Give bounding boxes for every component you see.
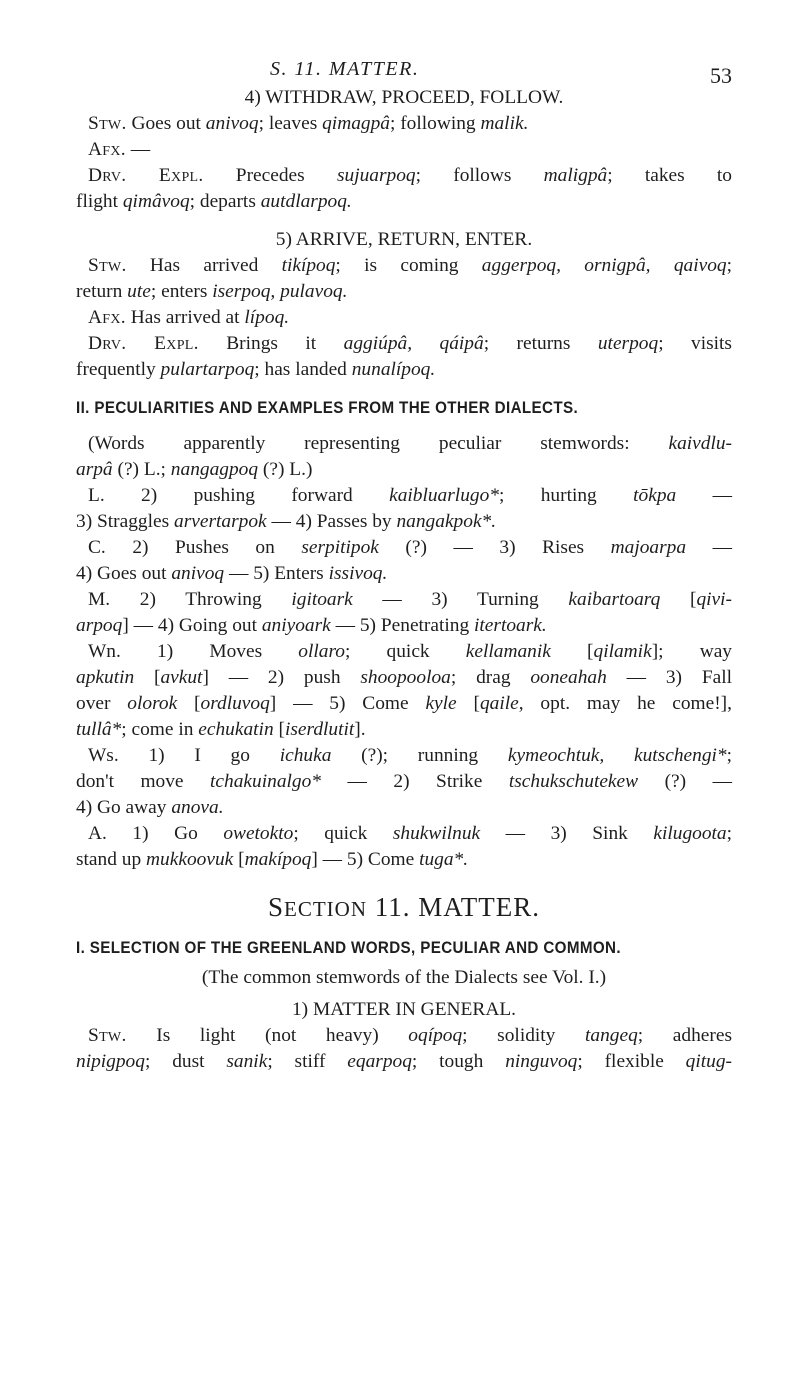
text-line-p2b: 3) Straggles arvertarpok — 4) Passes by nangakpok*. [76, 511, 497, 532]
text-line-drv1a: Drv. Expl. Precedes sujuarpoq; follows maligpâ; takes to [88, 165, 733, 186]
text-line-drv1b: flight qimâvoq; departs autdlarpoq. [76, 191, 352, 212]
text-line-stw3a: Stw. Is light (not heavy) oqípoq; solidity tangeq; adheres [88, 1025, 733, 1046]
text-line-stw1: Stw. Goes out anivoq; leaves qimagpâ; following malik. [88, 113, 529, 134]
text-line-stw2b: return ute; enters iserpoq, pulavoq. [76, 281, 348, 302]
text-line-p4a: M. 2) Throwing igitoark — 3) Turning kaibartoarq [qivi- [88, 589, 732, 610]
text-line-p6a: Ws. 1) I go ichuka (?); running kymeochtuk, kutschengi*; [88, 745, 732, 766]
text-line-p3a: C. 2) Pushes on serpitipok (?) — 3) Rises majoarpa — [88, 537, 732, 558]
text-line-afx2: Afx. Has arrived at lípoq. [88, 307, 290, 328]
text-line-h_pecul: II. PECULIARITIES AND EXAMPLES FROM THE OTHER DIALECTS. [76, 399, 579, 417]
text-line-common: (The common stemwords of the Dialects see Vol. I.) [201, 967, 607, 988]
text-line-p1a: (Words apparently representing peculiar stemwords: kaivdlu- [88, 433, 732, 454]
running-title: S. 11. MATTER. [270, 58, 420, 80]
text-line-drv2a: Drv. Expl. Brings it aggiúpâ, qáipâ; returns uterpoq; visits [88, 333, 732, 354]
text-line-p4b: arpoq] — 4) Going out aniyoark — 5) Penetrating itertoark. [76, 615, 547, 636]
text-line-h_matter: 1) MATTER IN GENERAL. [291, 999, 517, 1020]
text-line-afx1: Afx. — [88, 139, 151, 160]
text-line-p5c: over olorok [ordluvoq] — 5) Come kyle [qaile, opt. may he come!], [76, 693, 732, 714]
text-line-p6c: 4) Go away anova. [76, 797, 224, 818]
text-line-p2a: L. 2) pushing forward kaibluarlugo*; hurting tōkpa — [88, 485, 732, 506]
text-line-stw3b: nipigpoq; dust sanik; stiff eqarpoq; tough ninguvoq; flexible qitug- [76, 1051, 732, 1072]
text-line-sec11: SECTION 11. MATTER. [267, 892, 541, 922]
text-line-p1b: arpâ (?) L.; nangagpoq (?) L.) [76, 459, 313, 480]
text-line-h_arrive: 5) ARRIVE, RETURN, ENTER. [275, 229, 533, 250]
page-number: 53 [710, 63, 732, 88]
text-line-h_sel: I. SELECTION OF THE GREENLAND WORDS, PECULIAR AND COMMON. [76, 939, 621, 957]
text-line-p7b: stand up mukkoovuk [makípoq] — 5) Come tuga*. [76, 849, 469, 870]
text-line-p3b: 4) Goes out anivoq — 5) Enters issivoq. [76, 563, 388, 584]
text-line-p6b: don't move tchakuinalgo* — 2) Strike tschukschutekew (?) — [76, 771, 732, 792]
text-line-p5a: Wn. 1) Moves ollaro; quick kellamanik [qilamik]; way [88, 641, 733, 662]
text-line-h_withdraw: 4) WITHDRAW, PROCEED, FOLLOW. [244, 87, 564, 108]
text-line-stw2a: Stw. Has arrived tikípoq; is coming aggerpoq, ornigpâ, qaivoq; [88, 255, 732, 276]
text-line-p5b: apkutin [avkut] — 2) push shoopooloa; drag ooneahah — 3) Fall [76, 667, 732, 688]
text-line-drv2b: frequently pulartarpoq; has landed nunalípoq. [76, 359, 436, 380]
text-line-p7a: A. 1) Go owetokto; quick shukwilnuk — 3) Sink kilugoota; [88, 823, 733, 844]
text-line-p5d: tullâ*; come in echukatin [iserdlutit]. [76, 719, 366, 740]
